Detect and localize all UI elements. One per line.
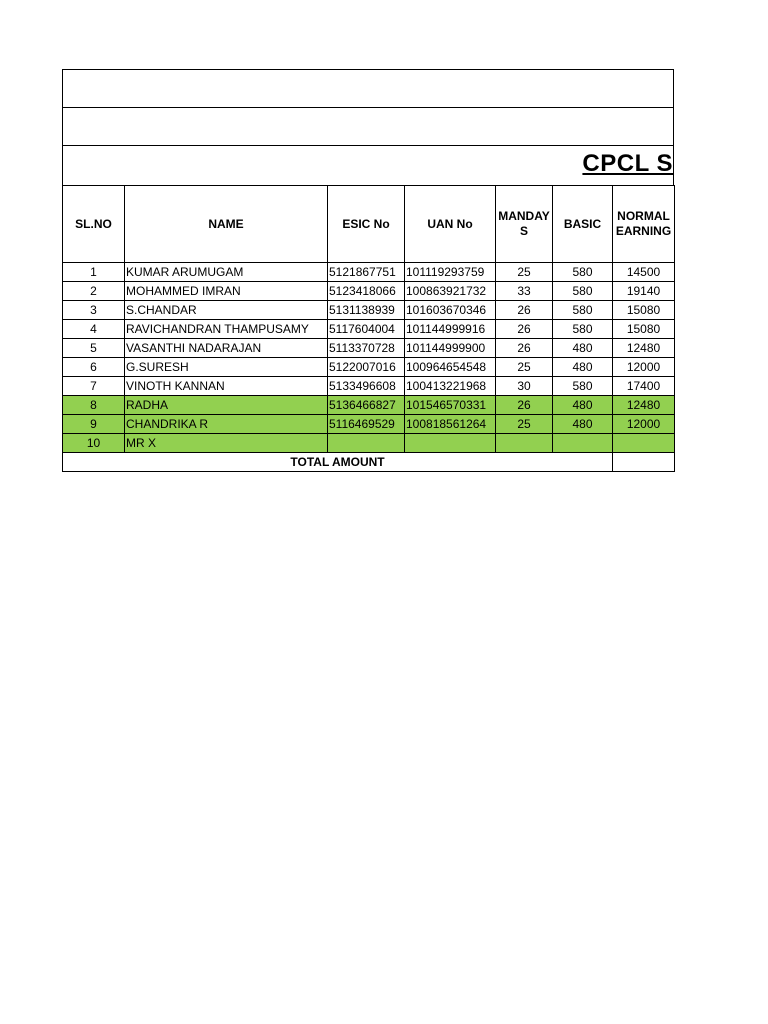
cell-esic: 5121867751 (328, 263, 405, 282)
cell-esic: 5116469529 (328, 415, 405, 434)
cell-mandays: 25 (496, 358, 553, 377)
cell-basic (553, 434, 613, 453)
cell-basic: 480 (553, 339, 613, 358)
cell-basic: 580 (553, 282, 613, 301)
cell-esic: 5117604004 (328, 320, 405, 339)
cell-basic: 480 (553, 396, 613, 415)
cell-earning: 17400 (613, 377, 675, 396)
cell-sl: 8 (63, 396, 125, 415)
cell-sl: 4 (63, 320, 125, 339)
cell-uan: 101603670346 (405, 301, 496, 320)
blank-header-row-2 (62, 107, 674, 145)
cell-name: RADHA (125, 396, 328, 415)
cell-uan: 101144999900 (405, 339, 496, 358)
cell-mandays: 26 (496, 301, 553, 320)
cell-uan: 100863921732 (405, 282, 496, 301)
cell-mandays: 26 (496, 320, 553, 339)
cell-basic: 580 (553, 320, 613, 339)
cell-mandays: 30 (496, 377, 553, 396)
cell-earning: 19140 (613, 282, 675, 301)
total-value (613, 453, 675, 472)
cell-uan (405, 434, 496, 453)
cell-sl: 6 (63, 358, 125, 377)
cell-earning: 15080 (613, 320, 675, 339)
table-row (63, 434, 675, 453)
cell-name: CHANDRIKA R (125, 415, 328, 434)
cell-uan: 100818561264 (405, 415, 496, 434)
cell-esic: 5122007016 (328, 358, 405, 377)
cell-name: VASANTHI NADARAJAN (125, 339, 328, 358)
header-name: NAME (125, 186, 328, 263)
cell-sl: 9 (63, 415, 125, 434)
header-basic: BASIC (553, 186, 613, 263)
cell-sl: 10 (63, 434, 125, 453)
header-mandays: MANDAY S (496, 186, 553, 263)
cell-name: MOHAMMED IMRAN (125, 282, 328, 301)
cell-earning: 15080 (613, 301, 675, 320)
cell-name: VINOTH KANNAN (125, 377, 328, 396)
cell-mandays: 26 (496, 396, 553, 415)
total-row (63, 453, 675, 472)
table-row (63, 339, 675, 358)
cell-mandays (496, 434, 553, 453)
cell-name: KUMAR ARUMUGAM (125, 263, 328, 282)
cell-esic: 5133496608 (328, 377, 405, 396)
cell-mandays: 33 (496, 282, 553, 301)
header-uan: UAN No (405, 186, 496, 263)
table-row (63, 263, 675, 282)
cell-earning (613, 434, 675, 453)
cell-mandays: 25 (496, 415, 553, 434)
payroll-table (62, 185, 675, 472)
cell-uan: 100413221968 (405, 377, 496, 396)
cell-name: G.SURESH (125, 358, 328, 377)
table-row (63, 415, 675, 434)
cell-sl: 7 (63, 377, 125, 396)
table-row (63, 358, 675, 377)
cell-basic: 480 (553, 415, 613, 434)
cell-earning: 12000 (613, 415, 675, 434)
table-row (63, 301, 675, 320)
sheet-title: CPCL S (582, 150, 673, 177)
cell-name: S.CHANDAR (125, 301, 328, 320)
header-sl-no: SL.NO (63, 186, 125, 263)
cell-sl: 5 (63, 339, 125, 358)
cell-mandays: 26 (496, 339, 553, 358)
header-normal-earning: NORMAL EARNING (613, 186, 675, 263)
cell-uan: 100964654548 (405, 358, 496, 377)
cell-basic: 580 (553, 377, 613, 396)
cell-uan: 101119293759 (405, 263, 496, 282)
cell-mandays: 25 (496, 263, 553, 282)
cell-name: RAVICHANDRAN THAMPUSAMY (125, 320, 328, 339)
blank-header-row-1 (62, 69, 674, 107)
table-header-row (63, 186, 675, 263)
cell-esic: 5113370728 (328, 339, 405, 358)
cell-uan: 101144999916 (405, 320, 496, 339)
cell-sl: 3 (63, 301, 125, 320)
cell-basic: 580 (553, 263, 613, 282)
title-row (62, 145, 674, 185)
table-row (63, 377, 675, 396)
cell-sl: 2 (63, 282, 125, 301)
cell-uan: 101546570331 (405, 396, 496, 415)
cell-esic: 5131138939 (328, 301, 405, 320)
payroll-sheet (62, 69, 674, 472)
cell-name: MR X (125, 434, 328, 453)
table-row (63, 396, 675, 415)
total-label: TOTAL AMOUNT (63, 453, 613, 472)
cell-earning: 12000 (613, 358, 675, 377)
cell-earning: 12480 (613, 339, 675, 358)
cell-basic: 580 (553, 301, 613, 320)
cell-sl: 1 (63, 263, 125, 282)
cell-esic: 5123418066 (328, 282, 405, 301)
cell-basic: 480 (553, 358, 613, 377)
cell-esic (328, 434, 405, 453)
cell-earning: 12480 (613, 396, 675, 415)
table-row (63, 282, 675, 301)
cell-earning: 14500 (613, 263, 675, 282)
cell-esic: 5136466827 (328, 396, 405, 415)
header-esic: ESIC No (328, 186, 405, 263)
table-row (63, 320, 675, 339)
